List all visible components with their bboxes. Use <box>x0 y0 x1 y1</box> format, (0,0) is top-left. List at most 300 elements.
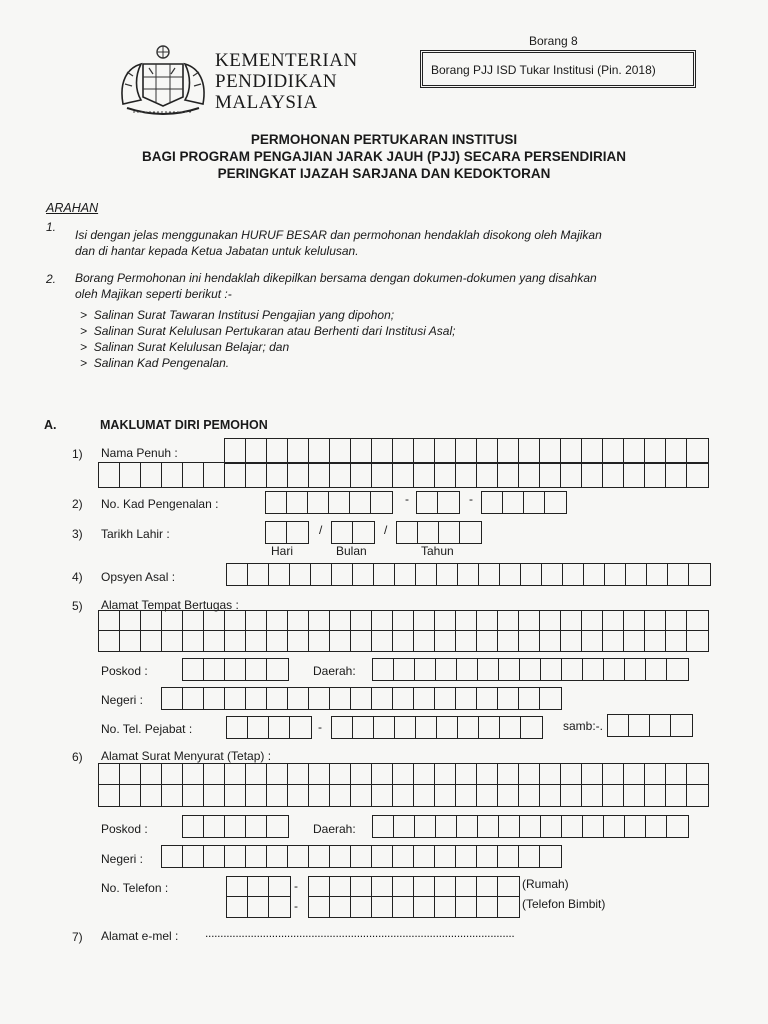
char-box[interactable] <box>330 439 351 463</box>
char-box[interactable] <box>439 522 460 543</box>
char-box[interactable] <box>267 688 288 709</box>
char-box[interactable] <box>204 611 225 631</box>
char-box[interactable] <box>416 564 437 585</box>
char-box[interactable] <box>394 816 415 837</box>
char-box[interactable] <box>603 463 624 487</box>
char-box[interactable] <box>141 785 162 806</box>
char-box[interactable] <box>645 785 666 806</box>
char-box[interactable] <box>288 611 309 631</box>
char-box[interactable] <box>435 764 456 785</box>
char-box[interactable] <box>225 816 246 837</box>
char-box[interactable] <box>266 492 287 513</box>
char-box[interactable] <box>351 611 372 631</box>
char-box[interactable] <box>650 715 671 736</box>
char-box[interactable] <box>330 897 351 917</box>
char-box[interactable] <box>309 688 330 709</box>
char-box[interactable] <box>141 764 162 785</box>
char-box[interactable] <box>288 846 309 867</box>
char-box[interactable] <box>141 611 162 631</box>
char-box[interactable] <box>288 631 309 651</box>
char-box[interactable] <box>246 688 267 709</box>
char-box[interactable] <box>603 631 624 651</box>
char-box[interactable] <box>626 564 647 585</box>
char-box[interactable] <box>687 764 708 785</box>
char-box[interactable] <box>267 785 288 806</box>
char-box[interactable] <box>689 564 710 585</box>
char-box[interactable] <box>456 463 477 487</box>
char-box[interactable] <box>456 785 477 806</box>
char-box[interactable] <box>646 816 667 837</box>
char-box[interactable] <box>562 816 583 837</box>
char-box[interactable] <box>477 846 498 867</box>
char-box[interactable] <box>120 764 141 785</box>
char-box[interactable] <box>141 463 162 487</box>
char-box[interactable] <box>414 897 435 917</box>
char-box[interactable] <box>624 764 645 785</box>
char-box[interactable] <box>99 764 120 785</box>
char-box[interactable] <box>351 764 372 785</box>
char-box[interactable] <box>457 816 478 837</box>
char-box[interactable] <box>645 764 666 785</box>
char-box[interactable] <box>371 492 392 513</box>
char-box[interactable] <box>647 564 668 585</box>
ic-part1[interactable] <box>265 491 393 514</box>
char-box[interactable] <box>330 846 351 867</box>
char-box[interactable] <box>225 439 246 463</box>
char-box[interactable] <box>120 611 141 631</box>
char-box[interactable] <box>393 611 414 631</box>
char-box[interactable] <box>582 785 603 806</box>
char-box[interactable] <box>267 439 288 463</box>
char-box[interactable] <box>519 688 540 709</box>
char-box[interactable] <box>499 659 520 680</box>
char-box[interactable] <box>584 564 605 585</box>
char-box[interactable] <box>582 439 603 463</box>
char-box[interactable] <box>372 439 393 463</box>
char-box[interactable] <box>227 877 248 897</box>
char-box[interactable] <box>500 564 521 585</box>
char-box[interactable] <box>436 659 457 680</box>
char-box[interactable] <box>393 846 414 867</box>
char-box[interactable] <box>267 631 288 651</box>
char-box[interactable] <box>524 492 545 513</box>
char-box[interactable] <box>311 564 332 585</box>
char-box[interactable] <box>288 688 309 709</box>
ic-part2[interactable] <box>416 491 460 514</box>
work-address-grid[interactable] <box>98 610 709 652</box>
char-box[interactable] <box>309 846 330 867</box>
char-box[interactable] <box>225 631 246 651</box>
char-box[interactable] <box>183 659 204 680</box>
char-box[interactable] <box>498 764 519 785</box>
char-box[interactable] <box>438 492 459 513</box>
char-box[interactable] <box>624 611 645 631</box>
char-box[interactable] <box>99 611 120 631</box>
char-box[interactable] <box>457 659 478 680</box>
char-box[interactable] <box>418 522 439 543</box>
char-box[interactable] <box>520 659 541 680</box>
char-box[interactable] <box>330 631 351 651</box>
char-box[interactable] <box>288 764 309 785</box>
char-box[interactable] <box>162 785 183 806</box>
char-box[interactable] <box>141 631 162 651</box>
char-box[interactable] <box>372 611 393 631</box>
char-box[interactable] <box>498 611 519 631</box>
char-box[interactable] <box>603 439 624 463</box>
char-box[interactable] <box>667 659 688 680</box>
char-box[interactable] <box>629 715 650 736</box>
char-box[interactable] <box>372 897 393 917</box>
char-box[interactable] <box>540 785 561 806</box>
mail-district-field[interactable] <box>372 815 689 838</box>
char-box[interactable] <box>120 631 141 651</box>
char-box[interactable] <box>267 816 288 837</box>
char-box[interactable] <box>435 846 456 867</box>
char-box[interactable] <box>267 611 288 631</box>
char-box[interactable] <box>351 463 372 487</box>
char-box[interactable] <box>540 463 561 487</box>
char-box[interactable] <box>477 764 498 785</box>
char-box[interactable] <box>204 463 225 487</box>
char-box[interactable] <box>372 846 393 867</box>
char-box[interactable] <box>353 717 374 738</box>
char-box[interactable] <box>521 717 542 738</box>
char-box[interactable] <box>330 764 351 785</box>
char-box[interactable] <box>309 785 330 806</box>
char-box[interactable] <box>479 717 500 738</box>
char-box[interactable] <box>204 764 225 785</box>
char-box[interactable] <box>498 688 519 709</box>
char-box[interactable] <box>540 846 561 867</box>
char-box[interactable] <box>603 785 624 806</box>
char-box[interactable] <box>477 897 498 917</box>
char-box[interactable] <box>456 631 477 651</box>
phone-numbers[interactable] <box>308 876 520 918</box>
char-box[interactable] <box>309 631 330 651</box>
char-box[interactable] <box>498 439 519 463</box>
char-box[interactable] <box>414 688 435 709</box>
char-box[interactable] <box>288 463 309 487</box>
char-box[interactable] <box>435 463 456 487</box>
char-box[interactable] <box>266 522 287 543</box>
char-box[interactable] <box>540 688 561 709</box>
char-box[interactable] <box>353 522 374 543</box>
char-box[interactable] <box>351 897 372 917</box>
char-box[interactable] <box>435 631 456 651</box>
mailing-address-grid[interactable] <box>98 763 709 807</box>
char-box[interactable] <box>204 631 225 651</box>
char-box[interactable] <box>624 785 645 806</box>
char-box[interactable] <box>478 659 499 680</box>
char-box[interactable] <box>458 717 479 738</box>
char-box[interactable] <box>519 846 540 867</box>
char-box[interactable] <box>372 877 393 897</box>
char-box[interactable] <box>436 816 457 837</box>
char-box[interactable] <box>227 717 248 738</box>
char-box[interactable] <box>248 717 269 738</box>
char-box[interactable] <box>498 897 519 917</box>
char-box[interactable] <box>605 564 626 585</box>
char-box[interactable] <box>395 717 416 738</box>
char-box[interactable] <box>309 611 330 631</box>
char-box[interactable] <box>562 659 583 680</box>
char-box[interactable] <box>309 463 330 487</box>
char-box[interactable] <box>120 785 141 806</box>
char-box[interactable] <box>645 463 666 487</box>
char-box[interactable] <box>498 877 519 897</box>
char-box[interactable] <box>645 631 666 651</box>
char-box[interactable] <box>666 785 687 806</box>
char-box[interactable] <box>414 764 435 785</box>
char-box[interactable] <box>374 564 395 585</box>
char-box[interactable] <box>519 463 540 487</box>
char-box[interactable] <box>687 439 708 463</box>
char-box[interactable] <box>183 463 204 487</box>
char-box[interactable] <box>561 463 582 487</box>
char-box[interactable] <box>393 688 414 709</box>
char-box[interactable] <box>393 463 414 487</box>
char-box[interactable] <box>519 439 540 463</box>
char-box[interactable] <box>414 611 435 631</box>
char-box[interactable] <box>120 463 141 487</box>
char-box[interactable] <box>435 897 456 917</box>
char-box[interactable] <box>248 564 269 585</box>
char-box[interactable] <box>225 463 246 487</box>
char-box[interactable] <box>687 611 708 631</box>
char-box[interactable] <box>435 785 456 806</box>
char-box[interactable] <box>330 877 351 897</box>
phone-area-codes[interactable] <box>226 876 291 918</box>
char-box[interactable] <box>162 764 183 785</box>
mail-postcode-field[interactable] <box>182 815 289 838</box>
char-box[interactable] <box>415 659 436 680</box>
char-box[interactable] <box>267 846 288 867</box>
char-box[interactable] <box>541 816 562 837</box>
full-name-row2[interactable] <box>98 462 709 488</box>
char-box[interactable] <box>521 564 542 585</box>
char-box[interactable] <box>393 631 414 651</box>
char-box[interactable] <box>330 785 351 806</box>
char-box[interactable] <box>183 631 204 651</box>
char-box[interactable] <box>666 611 687 631</box>
char-box[interactable] <box>582 764 603 785</box>
char-box[interactable] <box>99 463 120 487</box>
work-postcode-field[interactable] <box>182 658 289 681</box>
char-box[interactable] <box>393 877 414 897</box>
char-box[interactable] <box>248 877 269 897</box>
char-box[interactable] <box>162 611 183 631</box>
char-box[interactable] <box>332 717 353 738</box>
char-box[interactable] <box>608 715 629 736</box>
char-box[interactable] <box>290 717 311 738</box>
char-box[interactable] <box>246 764 267 785</box>
char-box[interactable] <box>435 439 456 463</box>
char-box[interactable] <box>542 564 563 585</box>
char-box[interactable] <box>308 492 329 513</box>
char-box[interactable] <box>397 522 418 543</box>
char-box[interactable] <box>353 564 374 585</box>
char-box[interactable] <box>477 611 498 631</box>
char-box[interactable] <box>204 688 225 709</box>
char-box[interactable] <box>540 611 561 631</box>
char-box[interactable] <box>204 846 225 867</box>
char-box[interactable] <box>395 564 416 585</box>
char-box[interactable] <box>416 717 437 738</box>
char-box[interactable] <box>545 492 566 513</box>
char-box[interactable] <box>246 816 267 837</box>
char-box[interactable] <box>561 439 582 463</box>
char-box[interactable] <box>225 764 246 785</box>
char-box[interactable] <box>225 846 246 867</box>
char-box[interactable] <box>435 877 456 897</box>
char-box[interactable] <box>248 897 269 917</box>
char-box[interactable] <box>414 785 435 806</box>
char-box[interactable] <box>582 463 603 487</box>
char-box[interactable] <box>414 846 435 867</box>
char-box[interactable] <box>162 631 183 651</box>
char-box[interactable] <box>225 659 246 680</box>
char-box[interactable] <box>351 631 372 651</box>
char-box[interactable] <box>561 785 582 806</box>
char-box[interactable] <box>351 846 372 867</box>
char-box[interactable] <box>246 611 267 631</box>
char-box[interactable] <box>246 659 267 680</box>
char-box[interactable] <box>246 846 267 867</box>
char-box[interactable] <box>498 631 519 651</box>
char-box[interactable] <box>456 688 477 709</box>
char-box[interactable] <box>583 659 604 680</box>
char-box[interactable] <box>246 785 267 806</box>
char-box[interactable] <box>393 439 414 463</box>
char-box[interactable] <box>183 688 204 709</box>
char-box[interactable] <box>183 816 204 837</box>
char-box[interactable] <box>603 764 624 785</box>
option-field[interactable] <box>226 563 711 586</box>
char-box[interactable] <box>582 611 603 631</box>
char-box[interactable] <box>183 611 204 631</box>
char-box[interactable] <box>99 631 120 651</box>
char-box[interactable] <box>666 463 687 487</box>
char-box[interactable] <box>287 522 308 543</box>
char-box[interactable] <box>332 564 353 585</box>
char-box[interactable] <box>246 463 267 487</box>
char-box[interactable] <box>604 659 625 680</box>
office-phone-area[interactable] <box>226 716 312 739</box>
char-box[interactable] <box>309 764 330 785</box>
char-box[interactable] <box>183 785 204 806</box>
char-box[interactable] <box>668 564 689 585</box>
char-box[interactable] <box>414 463 435 487</box>
char-box[interactable] <box>351 688 372 709</box>
char-box[interactable] <box>372 764 393 785</box>
char-box[interactable] <box>414 877 435 897</box>
char-box[interactable] <box>666 631 687 651</box>
char-box[interactable] <box>225 688 246 709</box>
char-box[interactable] <box>350 492 371 513</box>
char-box[interactable] <box>646 659 667 680</box>
work-district-field[interactable] <box>372 658 689 681</box>
char-box[interactable] <box>267 659 288 680</box>
char-box[interactable] <box>329 492 350 513</box>
char-box[interactable] <box>162 846 183 867</box>
char-box[interactable] <box>624 439 645 463</box>
char-box[interactable] <box>267 463 288 487</box>
char-box[interactable] <box>393 897 414 917</box>
char-box[interactable] <box>458 564 479 585</box>
char-box[interactable] <box>414 631 435 651</box>
char-box[interactable] <box>541 659 562 680</box>
char-box[interactable] <box>645 611 666 631</box>
char-box[interactable] <box>99 785 120 806</box>
char-box[interactable] <box>583 816 604 837</box>
char-box[interactable] <box>393 785 414 806</box>
char-box[interactable] <box>372 631 393 651</box>
char-box[interactable] <box>540 764 561 785</box>
char-box[interactable] <box>183 846 204 867</box>
char-box[interactable] <box>519 631 540 651</box>
char-box[interactable] <box>477 785 498 806</box>
char-box[interactable] <box>204 816 225 837</box>
char-box[interactable] <box>540 439 561 463</box>
char-box[interactable] <box>667 816 688 837</box>
char-box[interactable] <box>498 785 519 806</box>
extension-field[interactable] <box>607 714 693 737</box>
char-box[interactable] <box>519 764 540 785</box>
email-field[interactable]: ...................................................................................................... <box>205 926 515 940</box>
char-box[interactable] <box>414 439 435 463</box>
dob-day[interactable] <box>265 521 309 544</box>
char-box[interactable] <box>482 492 503 513</box>
char-box[interactable] <box>582 631 603 651</box>
char-box[interactable] <box>351 877 372 897</box>
char-box[interactable] <box>204 785 225 806</box>
char-box[interactable] <box>435 688 456 709</box>
char-box[interactable] <box>417 492 438 513</box>
char-box[interactable] <box>330 611 351 631</box>
dob-month[interactable] <box>331 521 375 544</box>
mail-state-field[interactable] <box>161 845 562 868</box>
char-box[interactable] <box>309 877 330 897</box>
char-box[interactable] <box>456 877 477 897</box>
char-box[interactable] <box>498 846 519 867</box>
char-box[interactable] <box>309 897 330 917</box>
char-box[interactable] <box>519 785 540 806</box>
char-box[interactable] <box>687 631 708 651</box>
char-box[interactable] <box>393 764 414 785</box>
char-box[interactable] <box>246 439 267 463</box>
char-box[interactable] <box>437 717 458 738</box>
char-box[interactable] <box>373 816 394 837</box>
full-name-row1[interactable] <box>224 438 709 464</box>
char-box[interactable] <box>671 715 692 736</box>
char-box[interactable] <box>269 717 290 738</box>
char-box[interactable] <box>561 631 582 651</box>
char-box[interactable] <box>563 564 584 585</box>
char-box[interactable] <box>290 564 311 585</box>
char-box[interactable] <box>394 659 415 680</box>
char-box[interactable] <box>540 631 561 651</box>
char-box[interactable] <box>162 463 183 487</box>
char-box[interactable] <box>351 785 372 806</box>
char-box[interactable] <box>561 611 582 631</box>
office-phone-number[interactable] <box>331 716 543 739</box>
char-box[interactable] <box>225 785 246 806</box>
dob-year[interactable] <box>396 521 482 544</box>
char-box[interactable] <box>624 463 645 487</box>
char-box[interactable] <box>500 717 521 738</box>
char-box[interactable] <box>477 688 498 709</box>
ic-part3[interactable] <box>481 491 567 514</box>
